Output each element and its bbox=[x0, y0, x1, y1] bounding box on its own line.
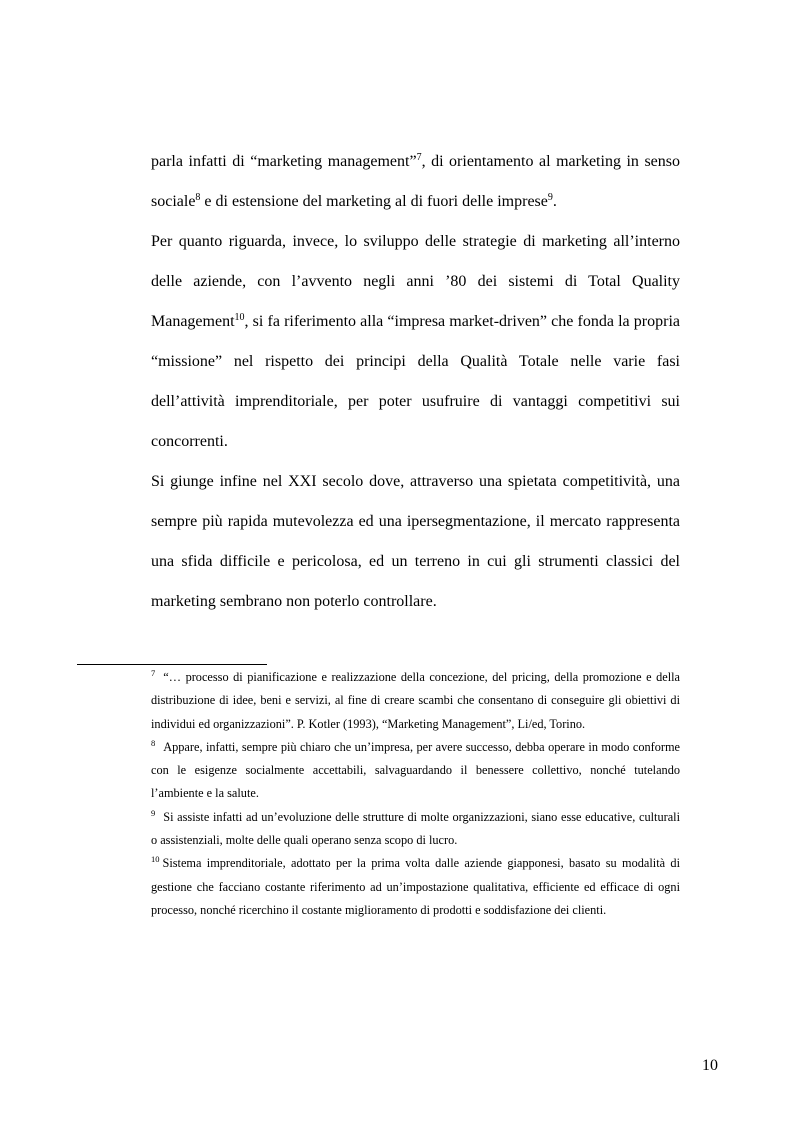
paragraph-text: e di estensione del marketing al di fuori delle imprese bbox=[200, 193, 548, 210]
footnotes bbox=[151, 666, 680, 922]
footnote-ref-7[interactable]: 7 bbox=[416, 152, 422, 163]
paragraph-text: , di orientamento al marketing in senso sociale bbox=[151, 153, 680, 210]
footnote-text: Sistema imprenditoriale, adottato per la prima volta dalle aziende giapponesi, basato su modalità di gestione che facciano costante riferimento ad un’impostazione qualitativa, efficiente ed efficace di ogni processo, nonché ricerchino il costante miglioramento di prodotti e soddisfazione dei clienti. bbox=[151, 856, 680, 917]
footnote-text: Si assiste infatti ad un’evoluzione delle strutture di molte organizzazioni, siano esse educative, culturali o assistenziali, molte delle quali operano senza scopo di lucro. bbox=[151, 809, 680, 848]
paragraph-2 bbox=[151, 222, 680, 462]
footnote-text: Appare, infatti, sempre più chiaro che un’impresa, per avere successo, debba operare in modo conforme con le esigenze socialmente accettabili, salvaguardando il benessere collettivo, nonché tutelando l’ambiente e la salute. bbox=[151, 739, 680, 801]
footnote-ref-9[interactable]: 9 bbox=[547, 192, 553, 203]
footnote-8 bbox=[151, 736, 680, 806]
paragraph-text: Per quanto riguarda, invece, lo sviluppo delle strategie di marketing all’interno delle aziende, con l’avvento negli anni ’80 dei sistemi di Total Quality Management bbox=[151, 233, 680, 330]
footnote-9 bbox=[151, 806, 680, 853]
footnote-ref-8[interactable]: 8 bbox=[195, 192, 201, 203]
footnote-number: 7 bbox=[151, 668, 156, 678]
footnote-ref-10[interactable]: 10 bbox=[234, 312, 245, 323]
paragraph-1 bbox=[151, 142, 680, 222]
footnote-number: 10 bbox=[151, 854, 160, 865]
paragraph-text: . bbox=[552, 193, 557, 210]
footnote-10 bbox=[151, 852, 680, 922]
footnote-number: 8 bbox=[151, 737, 156, 748]
footnote-text: “… processo di pianificazione e realizzazione della concezione, del pricing, della promozione e della distribuzione di idee, beni e servizi, al fine di creare scambi che consentano di conseguire gli obiettivi di individui ed organizzazioni”. P. Kotler (1993), “Marketing Management”, Li/ed, Torino. bbox=[151, 670, 680, 731]
body-text bbox=[151, 142, 680, 622]
paragraph-text: , si fa riferimento alla “impresa market-driven” che fonda la propria “missione” nel rispetto dei principi della Qualità Totale nelle varie fasi dell’attività imprenditoriale, per poter usufruire di vantaggi competitivi sui concorrenti. bbox=[151, 313, 680, 450]
footnote-number: 9 bbox=[151, 807, 156, 818]
page-number: 10 bbox=[702, 1057, 718, 1074]
paragraph-text: parla infatti di “marketing management” bbox=[151, 153, 417, 170]
footnote-7 bbox=[151, 666, 680, 736]
paragraph-3: Si giunge infine nel XXI secolo dove, attraverso una spietata competitività, una sempre più rapida mutevolezza ed una ipersegmentazione, il mercato rappresenta una sfida difficile e pericolosa, ed un terreno in cui gli strumenti classici del marketing sembrano non poterlo controllare. bbox=[151, 473, 680, 610]
footnote-separator bbox=[77, 664, 267, 665]
